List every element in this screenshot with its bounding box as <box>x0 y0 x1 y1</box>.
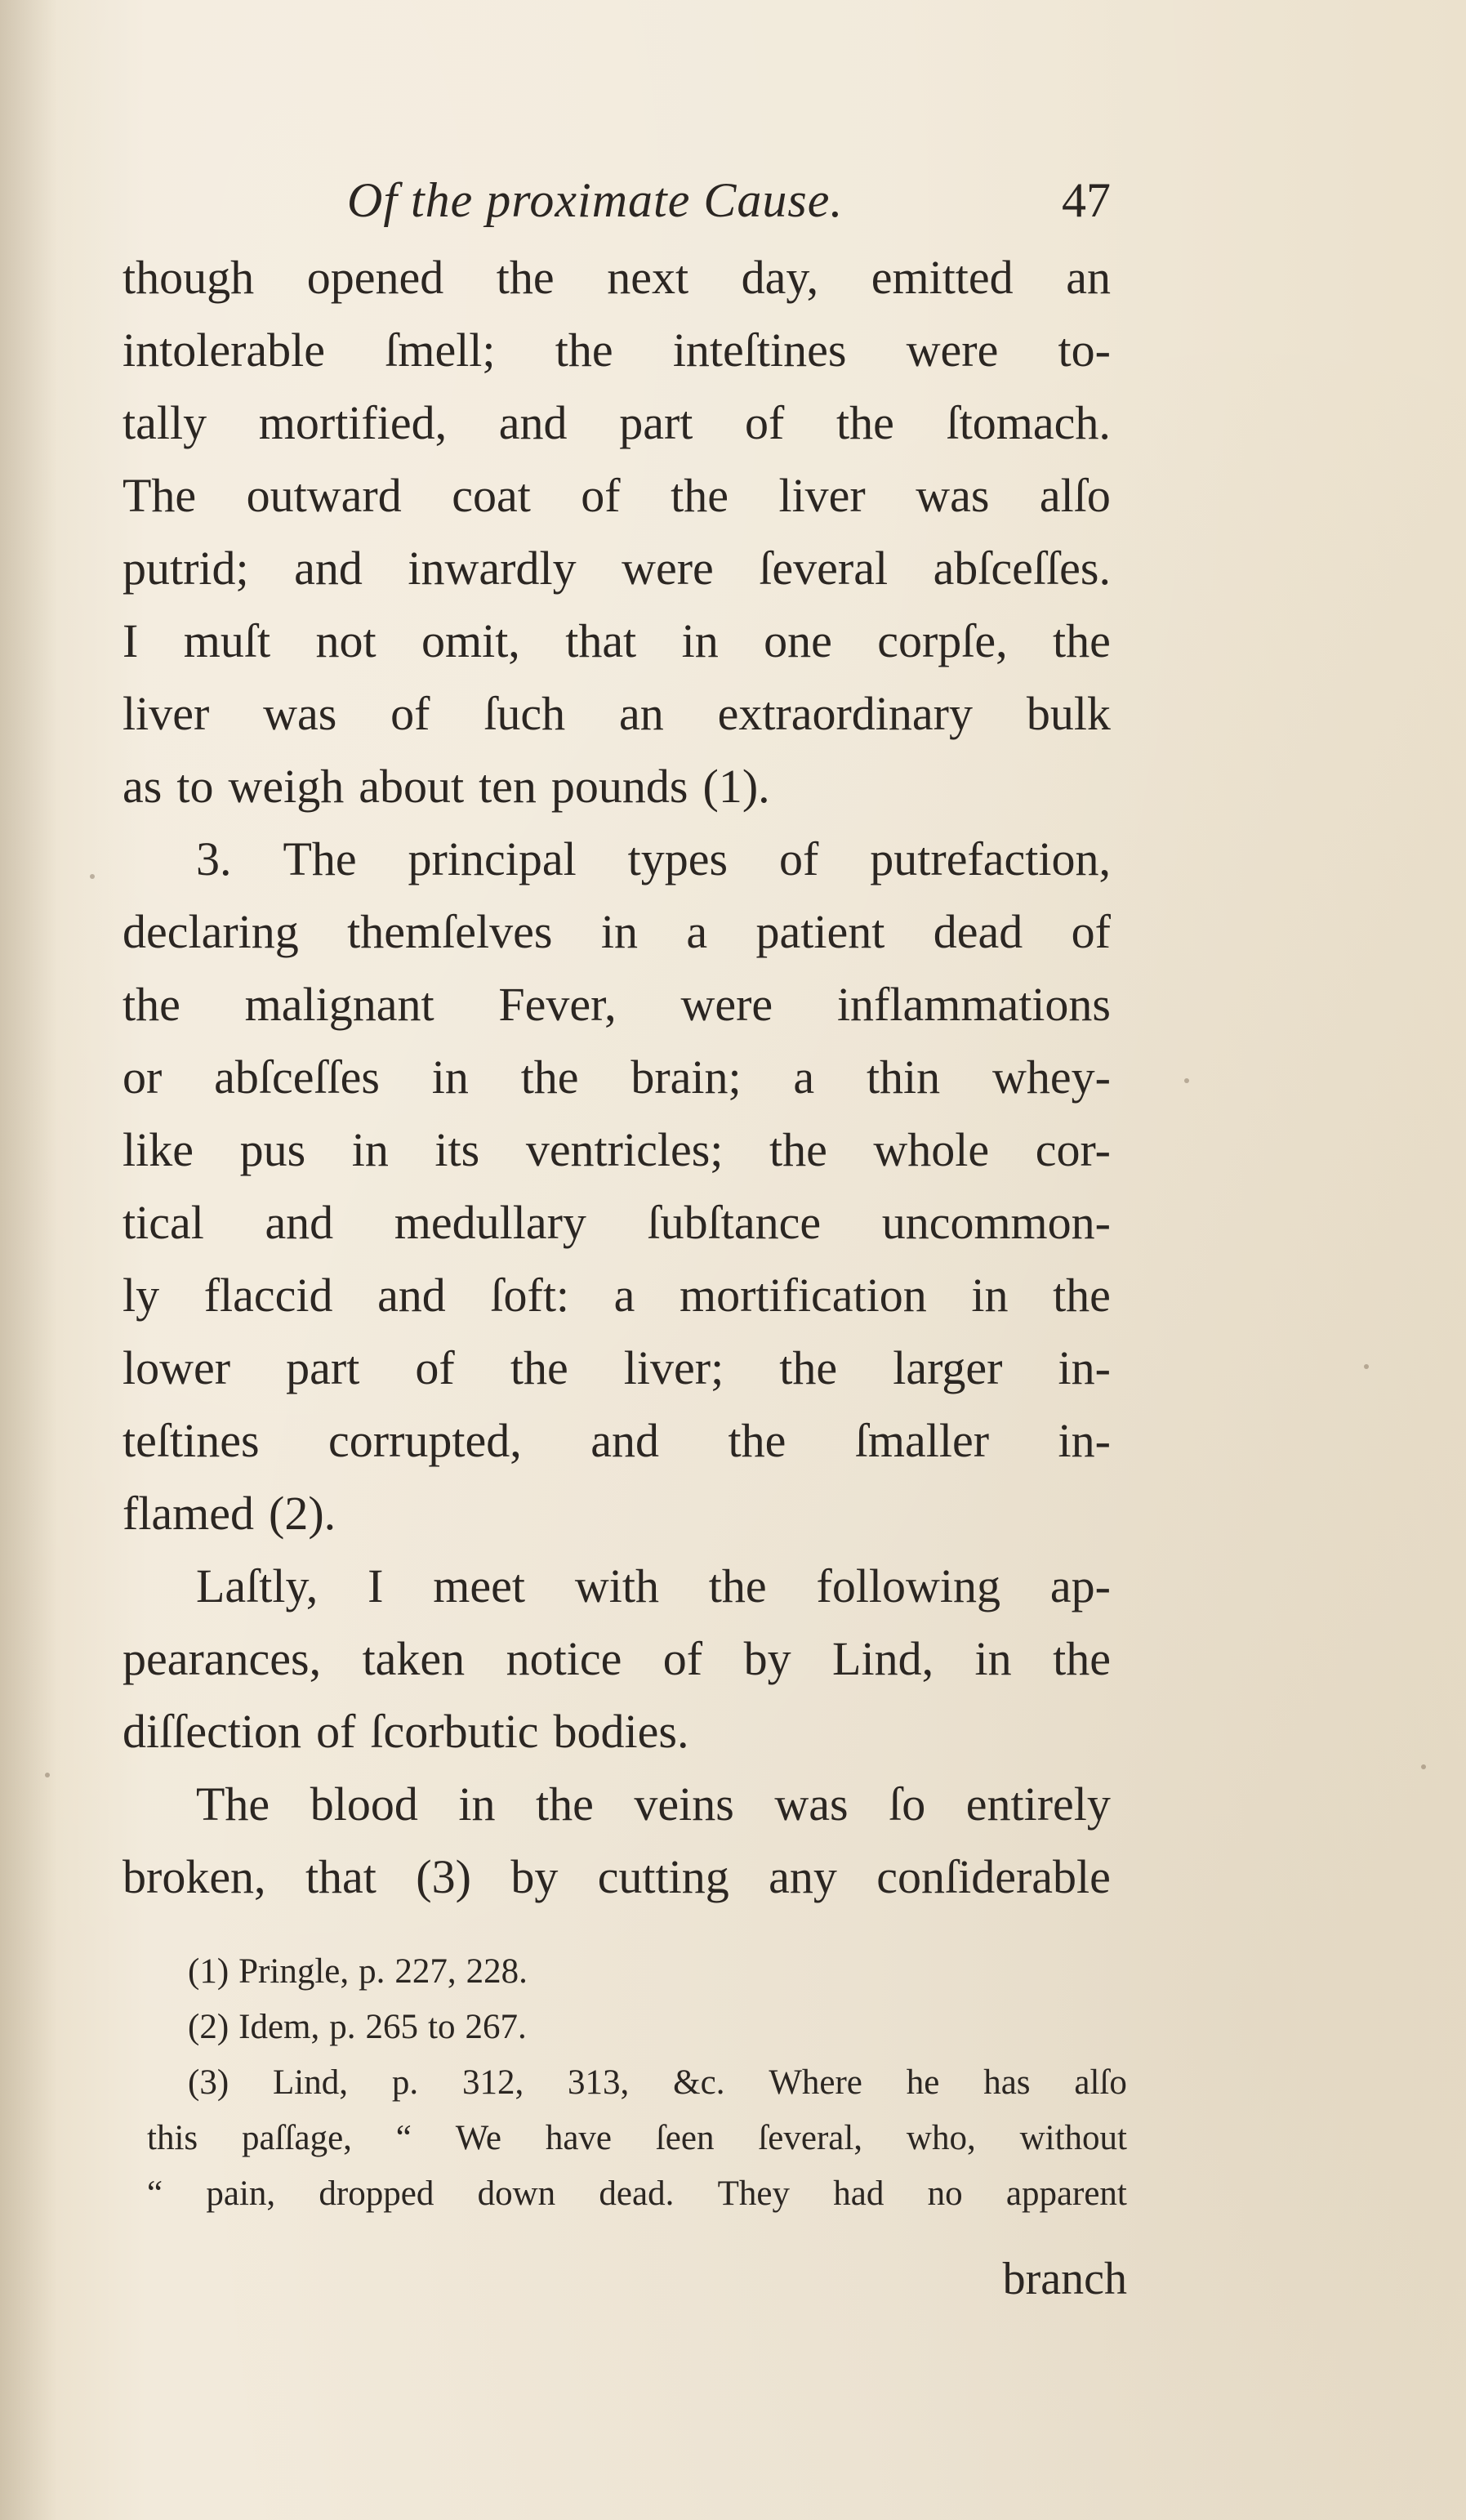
word: ten <box>479 760 537 813</box>
word: the <box>708 1559 767 1612</box>
word: that <box>565 614 637 667</box>
word: mortified, <box>258 396 448 449</box>
text-line <box>123 604 1111 677</box>
word: the <box>671 469 729 522</box>
text-line <box>123 314 1111 386</box>
word: thin <box>866 1050 941 1104</box>
word: and <box>498 396 568 449</box>
body-text <box>123 241 1111 1913</box>
word: I <box>368 1559 384 1612</box>
text-line <box>123 1550 1111 1622</box>
word: and <box>265 1196 334 1249</box>
catchword: branch <box>1002 2254 1127 2304</box>
spine-shadow <box>0 0 57 2520</box>
footnote-word: p. <box>359 1952 385 1991</box>
footnote-line <box>147 2111 1127 2166</box>
word: outward <box>246 469 402 522</box>
text-line <box>123 1840 1111 1913</box>
word: of <box>662 1632 703 1685</box>
text-line <box>123 750 1111 823</box>
word: The <box>123 469 197 522</box>
footnote-word: 228. <box>466 1952 528 1991</box>
word: brain; <box>631 1050 742 1104</box>
word: was <box>263 687 337 740</box>
word: in <box>974 1632 1012 1685</box>
word: themſelves <box>347 905 553 958</box>
word: part <box>619 396 693 449</box>
word: a <box>686 905 708 958</box>
word: its <box>434 1123 480 1176</box>
word: putrefaction, <box>870 832 1111 885</box>
word: bulk <box>1026 687 1111 740</box>
word: abſceſſes. <box>933 542 1111 595</box>
paper-speck <box>1364 1364 1369 1369</box>
word: in <box>458 1777 496 1831</box>
text-line <box>123 968 1111 1041</box>
footnote-word: ſeen <box>655 2119 715 2157</box>
word: an <box>1066 251 1111 304</box>
footnote-word: 313, <box>568 2063 630 2102</box>
footnote-word: alſo <box>1074 2063 1127 2102</box>
word: 3. <box>196 832 232 885</box>
word: dead <box>933 905 1023 958</box>
word: the <box>1053 614 1111 667</box>
word: tical <box>123 1196 204 1249</box>
word: in- <box>1058 1414 1111 1467</box>
word: broken, <box>123 1850 266 1903</box>
paper-speck <box>90 874 95 879</box>
word: any <box>769 1850 837 1903</box>
word: blood <box>310 1777 418 1831</box>
footnote-word: We <box>455 2119 501 2157</box>
word: lower <box>123 1341 231 1394</box>
word: in <box>971 1269 1009 1322</box>
footnote-word: Lind, <box>273 2063 348 2102</box>
word: Fever, <box>498 978 617 1031</box>
word: (1). <box>702 760 770 813</box>
word: alſo <box>1039 469 1111 522</box>
word: the <box>123 978 180 1031</box>
word: and <box>590 1414 659 1467</box>
word: whey- <box>991 1050 1111 1104</box>
word: entirely <box>965 1777 1111 1831</box>
word: day, <box>741 251 819 304</box>
footnote-word: (3) <box>188 2063 229 2102</box>
footnote-word: 227, <box>394 1952 457 1991</box>
footnote-word: no <box>927 2174 963 2213</box>
word: as <box>123 760 163 813</box>
word: inwardly <box>408 542 577 595</box>
word: types <box>627 832 729 885</box>
word: flaccid <box>203 1269 333 1322</box>
word: inflammations <box>836 978 1111 1031</box>
word: tally <box>123 396 207 449</box>
word: weigh <box>228 760 345 813</box>
word: the <box>836 396 894 449</box>
footnote-word: (2) <box>188 2008 229 2046</box>
footnote-word: “ <box>395 2119 412 2157</box>
word: conſiderable <box>876 1850 1111 1903</box>
paper-speck <box>45 1773 50 1777</box>
word: the <box>496 251 555 304</box>
word: in <box>351 1123 389 1176</box>
word: ſtomach. <box>946 396 1111 449</box>
word: inteſtines <box>672 323 847 377</box>
word: by <box>510 1850 559 1903</box>
word: ſeveral <box>759 542 889 595</box>
word: were <box>622 542 714 595</box>
word: Laſtly, <box>196 1559 319 1612</box>
paper-speck <box>1421 1764 1426 1769</box>
word: meet <box>433 1559 525 1612</box>
footnote-word: &c. <box>673 2063 725 2102</box>
word: ly <box>123 1269 160 1322</box>
word: like <box>123 1123 194 1176</box>
word: medullary <box>394 1196 586 1249</box>
word: (3) <box>416 1850 471 1903</box>
word: were <box>680 978 773 1031</box>
word: an <box>619 687 664 740</box>
footnote-word: pain, <box>206 2174 276 2213</box>
word: of <box>415 1341 455 1394</box>
word: in <box>431 1050 469 1104</box>
footnote-word: 267. <box>465 2008 527 2046</box>
word: ſuch <box>483 687 566 740</box>
word: the <box>769 1123 827 1176</box>
word: of <box>745 396 785 449</box>
word: of <box>779 832 819 885</box>
footnote-word: had <box>833 2174 885 2213</box>
word: taken <box>362 1632 466 1685</box>
footnote-word: 265 <box>365 2008 418 2046</box>
word: following <box>816 1559 1001 1612</box>
text-line <box>123 1695 1111 1768</box>
footnote-word: Pringle, <box>238 1952 350 1991</box>
word: ſmaller <box>854 1414 990 1467</box>
word: the <box>1053 1632 1111 1685</box>
word: and <box>294 542 363 595</box>
word: bodies. <box>553 1705 689 1758</box>
footnote-word: Where <box>769 2063 862 2102</box>
footnote-word: who, <box>906 2119 976 2157</box>
word: uncommon- <box>881 1196 1111 1249</box>
text-line <box>123 532 1111 604</box>
word: a <box>793 1050 815 1104</box>
footnote-word: They <box>717 2174 790 2213</box>
word: pus <box>239 1123 306 1176</box>
word: (2). <box>269 1487 336 1540</box>
word: of <box>1071 905 1111 958</box>
word: that <box>305 1850 377 1903</box>
text-line <box>123 1768 1111 1840</box>
word: the <box>728 1414 786 1467</box>
word: The <box>283 832 357 885</box>
text-line <box>123 459 1111 532</box>
word: veins <box>634 1777 734 1831</box>
text-line <box>123 677 1111 750</box>
word: next <box>607 251 689 304</box>
text-line <box>123 241 1111 314</box>
text-line <box>123 1186 1111 1259</box>
word: principal <box>408 832 577 885</box>
word: extraordinary <box>717 687 973 740</box>
word: and <box>377 1269 446 1322</box>
footnote-word: down <box>477 2174 556 2213</box>
word: diſſection <box>123 1705 302 1758</box>
word: liver <box>778 469 866 522</box>
word: the <box>520 1050 579 1104</box>
footnotes <box>147 1944 1127 2222</box>
footnote-line <box>188 2000 1127 2055</box>
text-line <box>123 1622 1111 1695</box>
word: of <box>316 1705 356 1758</box>
word: ſubſtance <box>647 1196 822 1249</box>
footnote-line <box>147 2166 1127 2222</box>
word: ſcorbutic <box>370 1705 539 1758</box>
word: were <box>906 323 999 377</box>
text-line <box>123 1331 1111 1404</box>
word: ſoft: <box>490 1269 570 1322</box>
word: putrid; <box>123 542 249 595</box>
footnote-word: p. <box>391 2063 419 2102</box>
word: malignant <box>244 978 434 1031</box>
word: one <box>764 614 832 667</box>
paper-speck <box>1184 1078 1189 1083</box>
word: pounds <box>550 760 688 813</box>
word: abſceſſes <box>214 1050 380 1104</box>
word: was <box>774 1777 849 1831</box>
word: flamed <box>123 1487 255 1540</box>
word: whole <box>873 1123 990 1176</box>
word: liver <box>123 687 210 740</box>
word: not <box>315 614 377 667</box>
footnote-word: (1) <box>188 1952 229 1991</box>
footnote-word: apparent <box>1005 2174 1127 2213</box>
word: a <box>613 1269 635 1322</box>
word: to <box>176 760 214 813</box>
footnote-word: Idem, <box>238 2008 320 2046</box>
word: pearances, <box>123 1632 322 1685</box>
footnote-word: this <box>147 2119 198 2157</box>
text-line <box>123 823 1111 895</box>
word: in- <box>1058 1341 1111 1394</box>
word: The <box>196 1777 270 1831</box>
word: of <box>390 687 430 740</box>
word: though <box>123 251 255 304</box>
text-line <box>123 895 1111 968</box>
text-line <box>123 1259 1111 1331</box>
word: mortification <box>679 1269 927 1322</box>
word: coat <box>452 469 531 522</box>
word: emitted <box>871 251 1014 304</box>
word: cor- <box>1035 1123 1111 1176</box>
word: ventricles; <box>525 1123 724 1176</box>
word: muſt <box>183 614 271 667</box>
word: to- <box>1058 323 1111 377</box>
footnote-word: he <box>906 2063 940 2102</box>
footnote-word: ſeveral, <box>758 2119 863 2157</box>
text-line <box>123 386 1111 459</box>
word: omit, <box>421 614 520 667</box>
word: by <box>743 1632 791 1685</box>
word: ap- <box>1049 1559 1111 1612</box>
word: part <box>286 1341 360 1394</box>
word: of <box>581 469 621 522</box>
text-line <box>123 1041 1111 1113</box>
word: corpſe, <box>877 614 1008 667</box>
word: or <box>123 1050 163 1104</box>
word: ſmell; <box>385 323 496 377</box>
word: liver; <box>623 1341 724 1394</box>
word: in <box>681 614 719 667</box>
footnote-word: p. <box>329 2008 356 2046</box>
footnote-word: have <box>545 2119 612 2157</box>
footnote-word: to <box>428 2008 456 2046</box>
word: declaring <box>123 905 299 958</box>
word: about <box>359 760 465 813</box>
word: intolerable <box>123 323 326 377</box>
word: the <box>555 323 613 377</box>
running-title: Of the proximate Cause. <box>347 173 844 227</box>
text-line <box>123 1404 1111 1477</box>
word: I <box>123 614 139 667</box>
word: patient <box>755 905 885 958</box>
word: opened <box>306 251 444 304</box>
footnote-word: without <box>1019 2119 1127 2157</box>
word: corrupted, <box>328 1414 522 1467</box>
text-line <box>123 1477 1111 1550</box>
word: notice <box>506 1632 622 1685</box>
word: cutting <box>597 1850 729 1903</box>
word: the <box>536 1777 594 1831</box>
footnote-line <box>188 2055 1127 2111</box>
word: the <box>510 1341 568 1394</box>
footnote-word: dropped <box>319 2174 434 2213</box>
page-number: 47 <box>1062 173 1111 227</box>
word: teſtines <box>123 1414 260 1467</box>
word: ſo <box>889 1777 926 1831</box>
word: was <box>916 469 990 522</box>
footnote-line <box>188 1944 1127 2000</box>
text-line <box>123 1113 1111 1186</box>
footnote-word: dead. <box>599 2174 675 2213</box>
word: with <box>574 1559 659 1612</box>
footnote-word: has <box>983 2063 1031 2102</box>
footnote-word: paſſage, <box>242 2119 352 2157</box>
footnote-word: “ <box>147 2174 163 2213</box>
word: larger <box>893 1341 1003 1394</box>
word: the <box>779 1341 838 1394</box>
footnote-word: 312, <box>461 2063 524 2102</box>
word: in <box>600 905 638 958</box>
running-head <box>123 163 1111 237</box>
word: the <box>1053 1269 1111 1322</box>
word: Lind, <box>832 1632 934 1685</box>
